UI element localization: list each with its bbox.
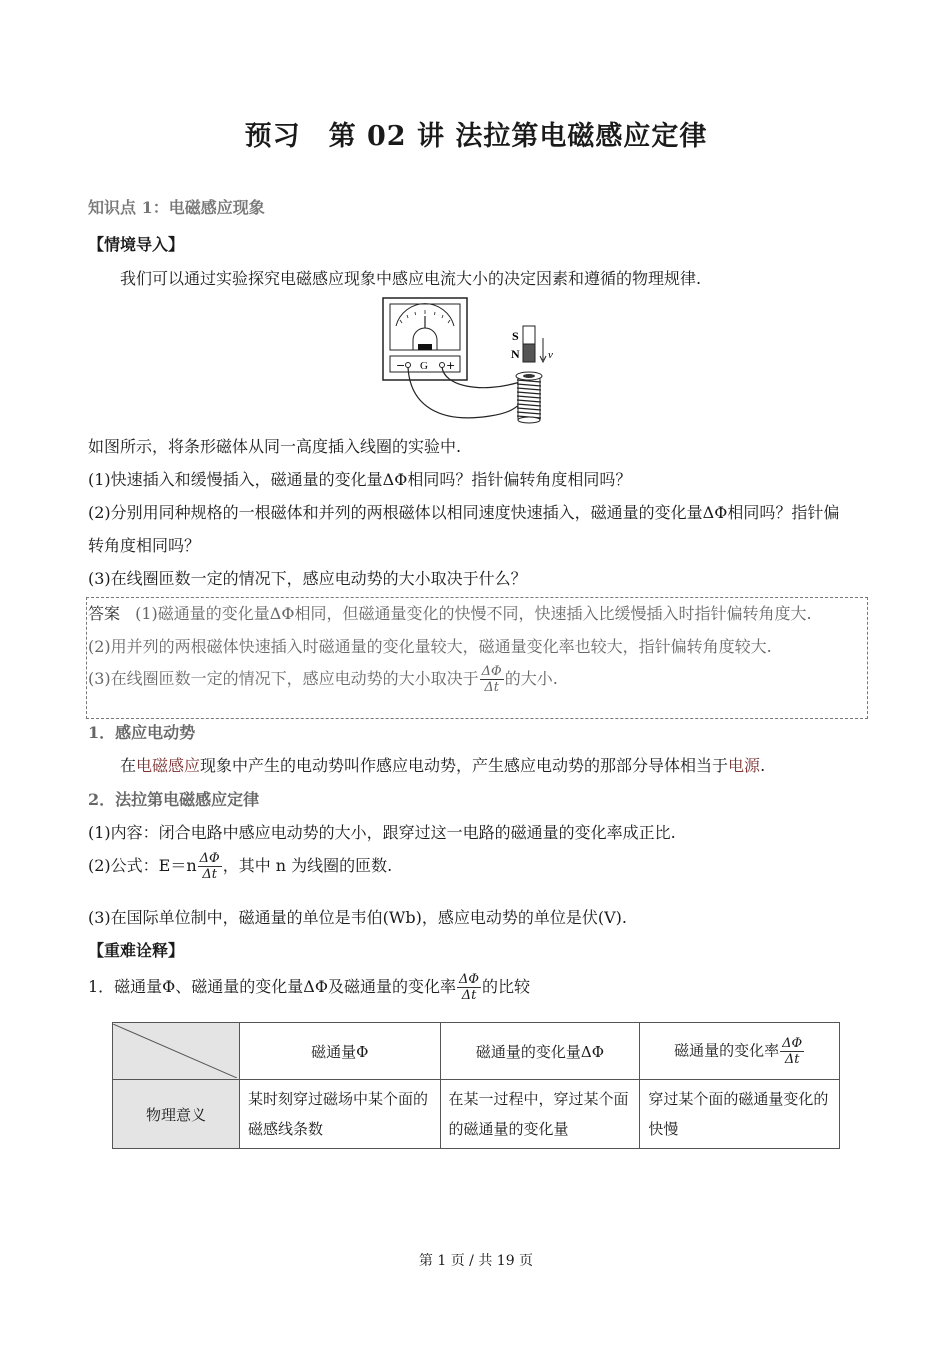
question-2-line2: 转角度相同吗？	[88, 536, 201, 555]
diagonal-line-icon	[113, 1024, 237, 1078]
knowledge-point-heading: 知识点 1：电磁感应现象	[88, 198, 265, 217]
answer-3-post: 的大小.	[504, 669, 558, 688]
key-points-heading: 【重难诠释】	[88, 941, 185, 960]
question-lead: 如图所示，将条形磁体从同一高度插入线圈的实验中.	[88, 437, 462, 456]
page-footer: 第 1 页 / 共 19 页	[418, 1253, 534, 1269]
answer-line-1	[88, 601, 812, 624]
frac-den: Δt	[461, 988, 477, 1003]
table-cell: 穿过某个面的磁通量变化的快慢	[640, 1080, 840, 1149]
emf-heading: 1．感应电动势	[88, 723, 196, 742]
key-point-1	[88, 972, 530, 1003]
table-header-flux-change: 磁通量的变化量ΔΦ	[440, 1023, 640, 1080]
emf-highlight-source: 电源	[728, 756, 761, 775]
formula-post: ，其中 n 为线圈的匝数.	[222, 856, 393, 875]
table-header-flux: 磁通量Φ	[239, 1023, 440, 1080]
experiment-figure	[380, 296, 580, 431]
svg-text:−: −	[396, 359, 406, 372]
answer-label: 答案	[88, 604, 121, 623]
frac-den: Δt	[784, 1051, 800, 1067]
faraday-content: (1)内容：闭合电路中感应电动势的大小，跟穿过这一电路的磁通量的变化率成正比.	[88, 823, 676, 842]
faraday-formula	[88, 851, 392, 882]
key-point-1-post: 的比较	[482, 977, 531, 996]
frac-den: Δt	[202, 867, 217, 882]
table-cell: 某时刻穿过磁场中某个面的磁感线条数	[239, 1080, 440, 1149]
faraday-heading: 2．法拉第电磁感应定律	[88, 790, 260, 809]
fraction-delta-phi-delta-t	[780, 1036, 804, 1067]
galvanometer-label: G	[420, 360, 428, 372]
coil	[516, 372, 542, 423]
emf-text-b: 现象中产生的电动势叫作感应电动势，产生感应电动势的那部分导体相当于	[200, 756, 729, 775]
emf-text-a: 在	[120, 756, 137, 775]
emf-text-c: .	[760, 756, 766, 775]
answer-line-3	[88, 664, 558, 695]
fraction-delta-phi-delta-t	[457, 972, 481, 1003]
question-2-line1: (2)分别用同种规格的一根磁体和并列的两根磁体以相同速度快速插入，磁通量的变化量ΔΦ相同吗？指针偏	[88, 503, 840, 522]
emf-highlight-induction: 电磁感应	[136, 756, 201, 775]
faraday-units: (3)在国际单位制中，磁通量的单位是韦伯(Wb)，感应电动势的单位是伏(V).	[88, 908, 627, 927]
table-row-label: 物理意义	[113, 1080, 240, 1149]
answer-1: (1)磁通量的变化量ΔΦ相同，但磁通量变化的快慢不同，快速插入比缓慢插入时指针偏转角度大.	[135, 604, 812, 623]
answer-3-pre: (3)在线圈匝数一定的情况下，感应电动势的大小取决于	[88, 669, 479, 688]
frac-num: ΔΦ	[458, 972, 480, 987]
frac-num: ΔΦ	[199, 851, 220, 866]
page-title: 预习 第 02 讲 法拉第电磁感应定律	[244, 121, 708, 152]
svg-text:+: +	[446, 359, 456, 372]
intro-paragraph: 我们可以通过实验探究电磁感应现象中感应电流大小的决定因素和遵循的物理规律.	[120, 269, 702, 288]
comparison-table	[112, 1022, 840, 1149]
table-header-flux-rate	[640, 1023, 840, 1080]
magnet-s-label: S	[512, 329, 519, 343]
question-1: (1)快速插入和缓慢插入，磁通量的变化量ΔΦ相同吗？指针偏转角度相同吗？	[88, 470, 632, 489]
question-3: (3)在线圈匝数一定的情况下，感应电动势的大小取决于什么？	[88, 569, 527, 588]
frac-num: ΔΦ	[481, 664, 502, 679]
fraction-delta-phi-delta-t	[480, 664, 504, 695]
answer-2: (2)用并列的两根磁体快速插入时磁通量的变化量较大，磁通量变化率也较大，指针偏转角度较大.	[88, 637, 772, 656]
fraction-delta-phi-delta-t	[198, 851, 222, 882]
emf-paragraph	[120, 753, 765, 776]
table-header-flux-rate-text: 磁通量的变化率	[674, 1041, 780, 1059]
formula-pre: (2)公式：E＝n	[88, 856, 197, 875]
bar-magnet	[511, 326, 535, 362]
magnet-n-label: N	[511, 347, 520, 361]
key-point-1-pre: 1．磁通量Φ、磁通量的变化量ΔΦ及磁通量的变化率	[88, 977, 456, 996]
frac-num: ΔΦ	[782, 1035, 803, 1051]
velocity-label: v	[548, 349, 553, 361]
situation-heading: 【情境导入】	[88, 235, 185, 254]
frac-den: Δt	[484, 680, 499, 695]
table-corner-cell	[113, 1023, 240, 1080]
table-cell: 在某一过程中，穿过某个面的磁通量的变化量	[440, 1080, 640, 1149]
